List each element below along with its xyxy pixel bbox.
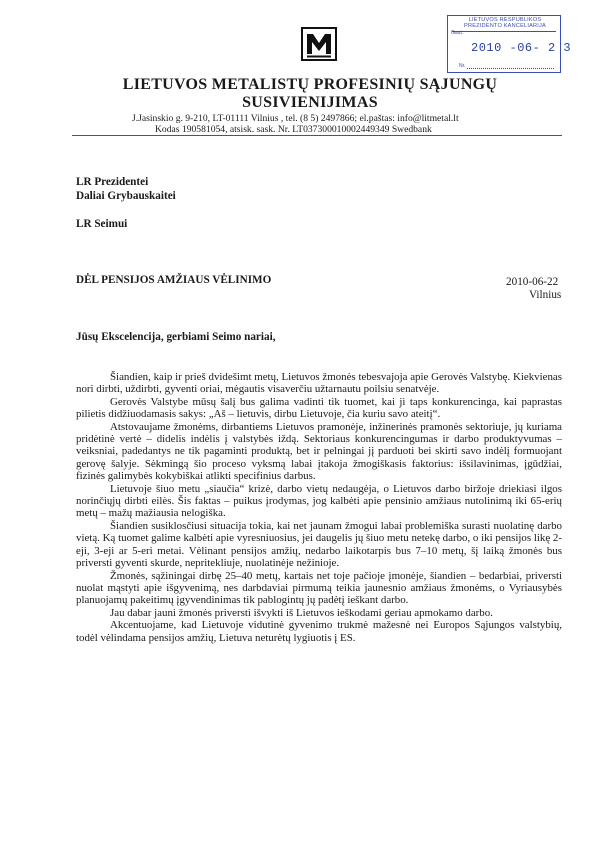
stamp-number-label: Nr. xyxy=(459,63,466,69)
body-paragraph: Žmonės, sąžiningai dirbę 25–40 metų, kartais net toje pačioje įmonėje, šiandien – bedarbiai, priversti nuolat mąstyti apie išgyvenimą, nes darbdaviai pirmumą teikia jaunesnio amžiaus žmonėms, o Vyriausybės planuojamų pakeitimų įgyvendinimas tik pablogintų jų padėtį ieškant darbo. xyxy=(76,569,562,607)
header-divider xyxy=(72,135,562,136)
recipient-line1: LR Prezidentei xyxy=(76,176,149,188)
stamp-institution-line1: LIETUVOS RESPUBLIKOS xyxy=(468,17,542,23)
stamp-institution-line2: PREZIDENTO KANCELIARIJA xyxy=(464,23,546,29)
letter-subject: DĖL PENSIJOS AMŽIAUS VĖLINIMO xyxy=(76,274,272,286)
organization-name-line2: SUSIVIENIJIMAS xyxy=(242,94,378,111)
organization-name-line1: LIETUVOS METALISTŲ PROFESINIŲ SĄJUNGŲ xyxy=(122,76,498,93)
salutation: Jūsų Ekscelencija, gerbiami Seimo nariai, xyxy=(76,331,276,343)
stamp-received-label: Gaut. xyxy=(451,30,464,36)
stamp-date: 2010 -06- 2 3 xyxy=(471,41,572,55)
body-paragraph: Lietuvoje šiuo metu „siaučia“ krizė, darbo vietų nedaugėja, o Lietuvos darbo biržoje driekiasi ilgos norinčiųjų dirbti eilės. Šis faktas – puikus įrodymas, jog kalbėti apie pensinio amžiaus nutolinimą iki 65-erių metų – mažų mažiausia nelogiška. xyxy=(76,482,562,520)
recipient-line3: LR Seimui xyxy=(76,218,128,230)
stamp-number-line xyxy=(467,68,554,69)
organization-bank-details: Kodas 190581054, atsisk. sask. Nr. LT037300010002449349 Swedbank xyxy=(155,124,432,135)
registration-stamp xyxy=(447,15,572,73)
body-paragraph: Atstovaujame žmonėms, dirbantiems Lietuvos pramonėje, inžinerinės pramonės sektoriuje, jų kuriama pridėtinė vertė – didelis indėlis į valstybės iždą. Sektoriaus konkurencingumas ir darbo produktyvumas – veiksniai, padedantys ne tik pagaminti produktą, bet ir pelningai jį parduoti bei skirti savo indėlį formuojant gerovę šalyje. Sėkmingą šio proceso vyksmą labai įtakoja žmogiškasis faktorius: išsilavinimas, įgūdžiai, fizinės galimybės kokybiškai atlikti specifinius darbus. xyxy=(76,420,562,483)
letter-place: Vilnius xyxy=(529,289,562,301)
stamp-divider xyxy=(452,31,556,32)
body-paragraph: Jau dabar jauni žmonės priversti išvykti iš Lietuvos ieškodami geriau apmokamo darbo. xyxy=(110,606,493,619)
body-paragraph: Šiandien susiklosčiusi situacija tokia, kai net jaunam žmogui labai problemiška surasti nuolatinę darbo vietą. Ką tuomet galime kalbėti apie vyresniuosius, jei daugelis jų šiuo metu netekę darbo, o iki pensijos likę 2-eji, 3-eji ar 5-eri metai. Vėlinant pensijos amžių, nedarbo laikotarpis bus 7–10 metų, šį laiką žmonės bus priversti gyventi skurde, nepritekliuje, nuolatinėje nežinioje. xyxy=(76,519,562,570)
body-paragraph: Gerovės Valstybe mūsų šalį bus galima vadinti tik tuomet, kai ji taps konkurencinga, kai paprastas pilietis didžiuodamasis sakys: „Aš – lietuvis, dirbu Lietuvoje, čia kuriu savo ateitį“. xyxy=(76,395,562,421)
organization-address: J.Jasinskio g. 9-210, LT-01111 Vilnius , tel. (8 5) 2497866; el.paštas: info@litmetal.lt xyxy=(132,113,459,124)
organization-logo-icon xyxy=(301,27,337,61)
letter-date: 2010-06-22 xyxy=(506,276,559,288)
letter-body xyxy=(76,371,562,644)
body-paragraph: Šiandien, kaip ir prieš dvidešimt metų, Lietuvos žmonės tebesvajoja apie Gerovės Valstybę. Kiekvienas nori dirbti, uždirbti, gyventi oriai, mėgautis visaverčiu užtarnautu poilsiu senatvėje. xyxy=(76,371,562,396)
recipient-line2: Daliai Grybauskaitei xyxy=(76,190,176,202)
body-paragraph: Akcentuojame, kad Lietuvoje vidutinė gyvenimo trukmė mažesnė nei Europos Sąjungos valstybių, todėl vėlindama pensijos amžių, Lietuva neturėtų lygiuotis į ES. xyxy=(76,619,562,644)
